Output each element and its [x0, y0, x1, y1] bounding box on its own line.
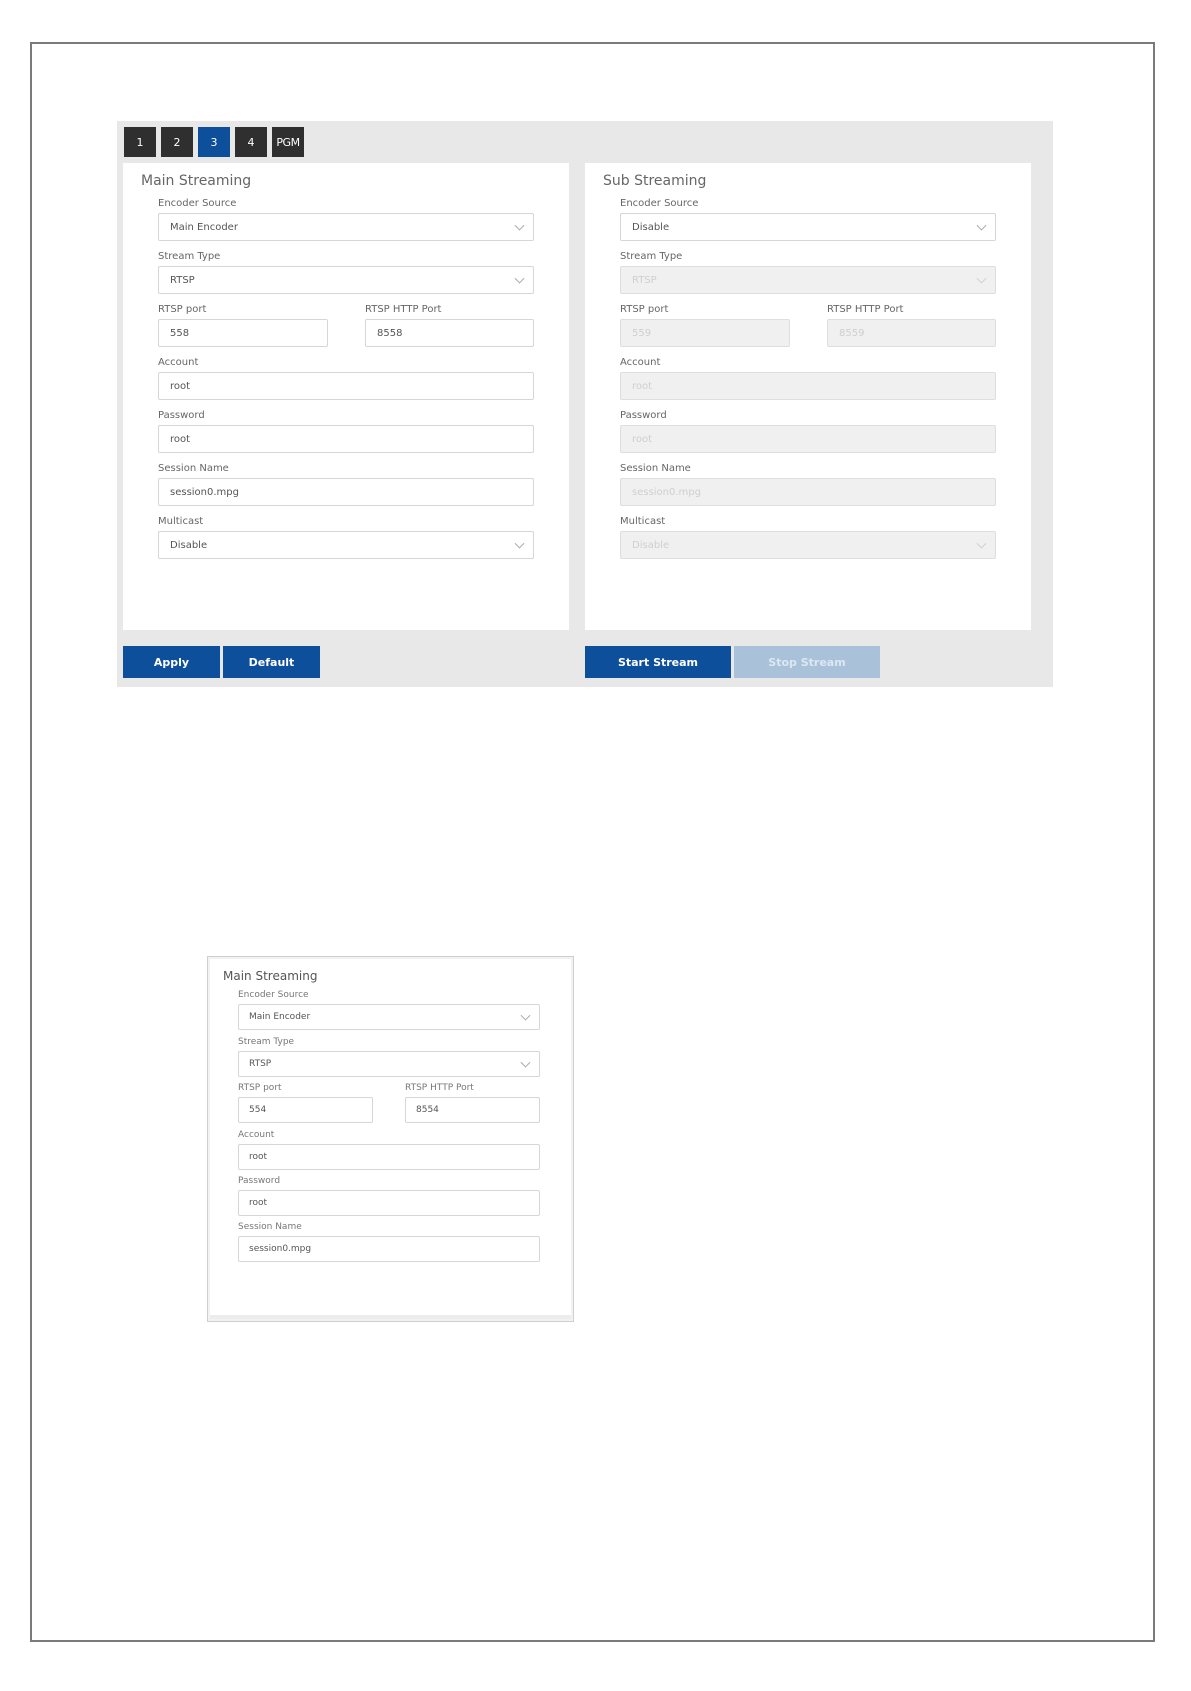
stream-type-select[interactable] [158, 266, 534, 294]
session-name-input[interactable] [238, 1236, 540, 1262]
chevron-down-icon [977, 221, 987, 231]
rtsp-port-label: RTSP port [158, 304, 207, 315]
chevron-down-icon [977, 274, 987, 284]
sub-rtsp-http-port-input [827, 319, 996, 347]
multicast-label: Multicast [620, 516, 666, 527]
tab-2[interactable]: 2 [161, 127, 193, 157]
sub-session-name-input [620, 478, 996, 506]
main-streaming-panel [123, 163, 569, 630]
chevron-down-icon [515, 274, 525, 284]
account-label: Account [158, 357, 199, 368]
sub-encoder-source-select[interactable] [620, 213, 996, 241]
stream-type-value: RTSP [632, 274, 657, 286]
multicast-label: Multicast [158, 516, 204, 527]
panel-title: Main Streaming [223, 969, 318, 983]
encoder-source-label: Encoder Source [158, 198, 237, 209]
multicast-value: Disable [632, 539, 670, 551]
tab-pgm[interactable]: PGM [272, 127, 304, 157]
rtsp-http-port-input[interactable] [365, 319, 534, 347]
encoder-source-select[interactable] [238, 1004, 540, 1030]
account-value: root [632, 380, 653, 392]
rtsp-http-port-label: RTSP HTTP Port [365, 304, 442, 315]
stream-type-label: Stream Type [238, 1037, 295, 1047]
stream-type-value: RTSP [249, 1059, 272, 1069]
tab-1[interactable]: 1 [124, 127, 156, 157]
account-value: root [170, 380, 191, 392]
main-streaming-detail-screen [207, 956, 574, 1322]
password-value: root [170, 433, 191, 445]
multicast-value: Disable [170, 539, 208, 551]
chevron-down-icon [515, 539, 525, 549]
start-stream-button[interactable]: Start Stream [585, 646, 731, 678]
session-name-value: session0.mpg [632, 486, 701, 498]
rtsp-port-input[interactable] [238, 1097, 373, 1123]
default-button[interactable]: Default [223, 646, 320, 678]
encoder-source-value: Disable [632, 221, 670, 233]
rtsp-port-value: 559 [632, 327, 652, 339]
rtsp-port-input[interactable] [158, 319, 328, 347]
multicast-select[interactable] [158, 531, 534, 559]
encoder-source-value: Main Encoder [170, 221, 238, 233]
password-label: Password [238, 1176, 281, 1186]
account-input[interactable] [238, 1144, 540, 1170]
session-name-label: Session Name [620, 463, 691, 474]
sub-stream-type-select [620, 266, 996, 294]
streaming-settings-screen [117, 121, 1053, 687]
sub-rtsp-port-input [620, 319, 790, 347]
password-value: root [632, 433, 653, 445]
tab-3[interactable]: 3 [198, 127, 230, 157]
session-name-label: Session Name [238, 1222, 302, 1232]
sub-multicast-select [620, 531, 996, 559]
password-label: Password [620, 410, 667, 421]
rtsp-http-port-value: 8558 [377, 327, 403, 339]
sub-account-input [620, 372, 996, 400]
rtsp-http-port-value: 8554 [416, 1105, 439, 1115]
encoder-source-label: Encoder Source [238, 990, 309, 1000]
channel-tabs [124, 127, 304, 157]
rtsp-http-port-input[interactable] [405, 1097, 540, 1123]
rtsp-http-port-value: 8559 [839, 327, 865, 339]
tab-4[interactable]: 4 [235, 127, 267, 157]
panel-bottom-edge [210, 1315, 571, 1319]
sub-streaming-panel [585, 163, 1031, 630]
apply-button[interactable]: Apply [123, 646, 220, 678]
stream-type-value: RTSP [170, 274, 195, 286]
chevron-down-icon [521, 1011, 531, 1021]
session-name-value: session0.mpg [249, 1244, 312, 1254]
rtsp-http-port-label: RTSP HTTP Port [827, 304, 904, 315]
stream-type-select[interactable] [238, 1051, 540, 1077]
panel-title: Main Streaming [141, 173, 252, 189]
stop-stream-button: Stop Stream [734, 646, 880, 678]
account-label: Account [238, 1130, 275, 1140]
stream-type-label: Stream Type [620, 251, 683, 262]
rtsp-port-label: RTSP port [620, 304, 669, 315]
chevron-down-icon [977, 539, 987, 549]
password-label: Password [158, 410, 205, 421]
account-input[interactable] [158, 372, 534, 400]
account-label: Account [620, 357, 661, 368]
rtsp-port-value: 554 [249, 1105, 267, 1115]
sub-password-input [620, 425, 996, 453]
chevron-down-icon [515, 221, 525, 231]
encoder-source-value: Main Encoder [249, 1012, 311, 1022]
password-value: root [249, 1198, 268, 1208]
panel-title: Sub Streaming [603, 173, 707, 189]
chevron-down-icon [521, 1058, 531, 1068]
session-name-label: Session Name [158, 463, 229, 474]
session-name-value: session0.mpg [170, 486, 239, 498]
rtsp-port-value: 558 [170, 327, 190, 339]
encoder-source-label: Encoder Source [620, 198, 699, 209]
stream-type-label: Stream Type [158, 251, 221, 262]
password-input[interactable] [238, 1190, 540, 1216]
rtsp-http-port-label: RTSP HTTP Port [405, 1083, 474, 1093]
encoder-source-select[interactable] [158, 213, 534, 241]
session-name-input[interactable] [158, 478, 534, 506]
rtsp-port-label: RTSP port [238, 1083, 282, 1093]
password-input[interactable] [158, 425, 534, 453]
account-value: root [249, 1152, 268, 1162]
